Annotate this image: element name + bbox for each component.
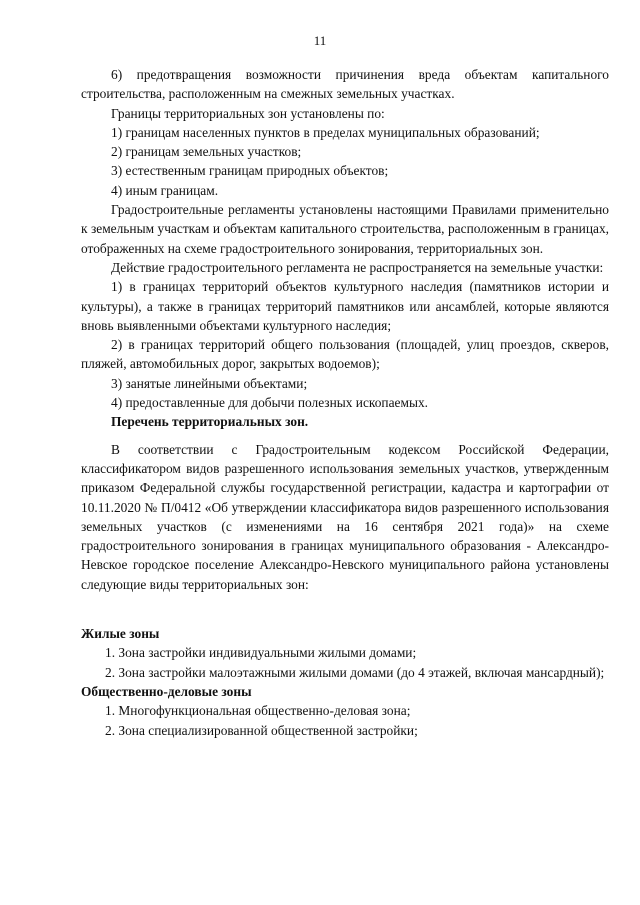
page-number: 11 bbox=[313, 33, 327, 48]
list-item: 2) в границах территорий общего пользования (площадей, улиц проездов, скверов, пляжей, автомобильных дорог, закрытых водоемов); bbox=[81, 337, 609, 372]
document-body bbox=[81, 65, 609, 740]
zone-item: 1. Многофункциональная общественно-деловая зона; bbox=[105, 703, 411, 719]
section-heading: Перечень территориальных зон. bbox=[111, 414, 309, 430]
list-item: 3) занятые линейными объектами; bbox=[111, 375, 308, 391]
paragraph: 6) предотвращения возможности причинения вреда объектам капитального строительства, расположенным на смежных земельных участках. bbox=[81, 67, 609, 102]
paragraph: В соответствии с Градостроительным кодексом Российской Федерации, классификатором видов разрешенного использования земельных участков, утвержденным приказом Федеральной службы государственной регистрации, кадастра и картографии от 10.11.2020 № П/0412 «Об утверждении классификатора видов разрешенного использования земельных участков (с изменениями на 16 сентября 2021 года)» на схеме градостроительного зонирования в границах муниципального образования - Александро-Невское городское поселение Александро-Невского муниципального района установлены следующие виды территориальных зон: bbox=[81, 441, 609, 592]
paragraph: Действие градостроительного регламента не распространяется на земельные участки: bbox=[111, 259, 604, 275]
paragraph: Границы территориальных зон установлены по: bbox=[111, 105, 385, 121]
list-item: 4) предоставленные для добычи полезных ископаемых. bbox=[111, 395, 429, 411]
zone-item: 2. Зона застройки малоэтажными жилыми домами (до 4 этажей, включая мансардный); bbox=[105, 664, 605, 680]
list-item: 2) границам земельных участков; bbox=[111, 144, 302, 160]
zone-group-title: Жилые зоны bbox=[81, 626, 160, 642]
list-item: 1) границам населенных пунктов в пределах муниципальных образований; bbox=[111, 124, 540, 140]
zone-item: 2. Зона специализированной общественной застройки; bbox=[105, 722, 418, 738]
zone-item: 1. Зона застройки индивидуальными жилыми домами; bbox=[105, 645, 417, 661]
list-item: 4) иным границам. bbox=[111, 182, 219, 198]
zone-group-title: Общественно-деловые зоны bbox=[81, 683, 252, 699]
paragraph: Градостроительные регламенты установлены настоящими Правилами применительно к земельным участкам и объектам капитального строительства, расположенным в границах, отображенных на схеме градостроительного зонирования, территориальных зон. bbox=[81, 202, 609, 256]
list-item: 3) естественным границам природных объектов; bbox=[111, 163, 389, 179]
list-item: 1) в границах территорий объектов культурного наследия (памятников истории и культуры), а также в границах территорий памятников или ансамблей, которые являются вновь выявленными объектами культурного наследия; bbox=[81, 279, 609, 333]
